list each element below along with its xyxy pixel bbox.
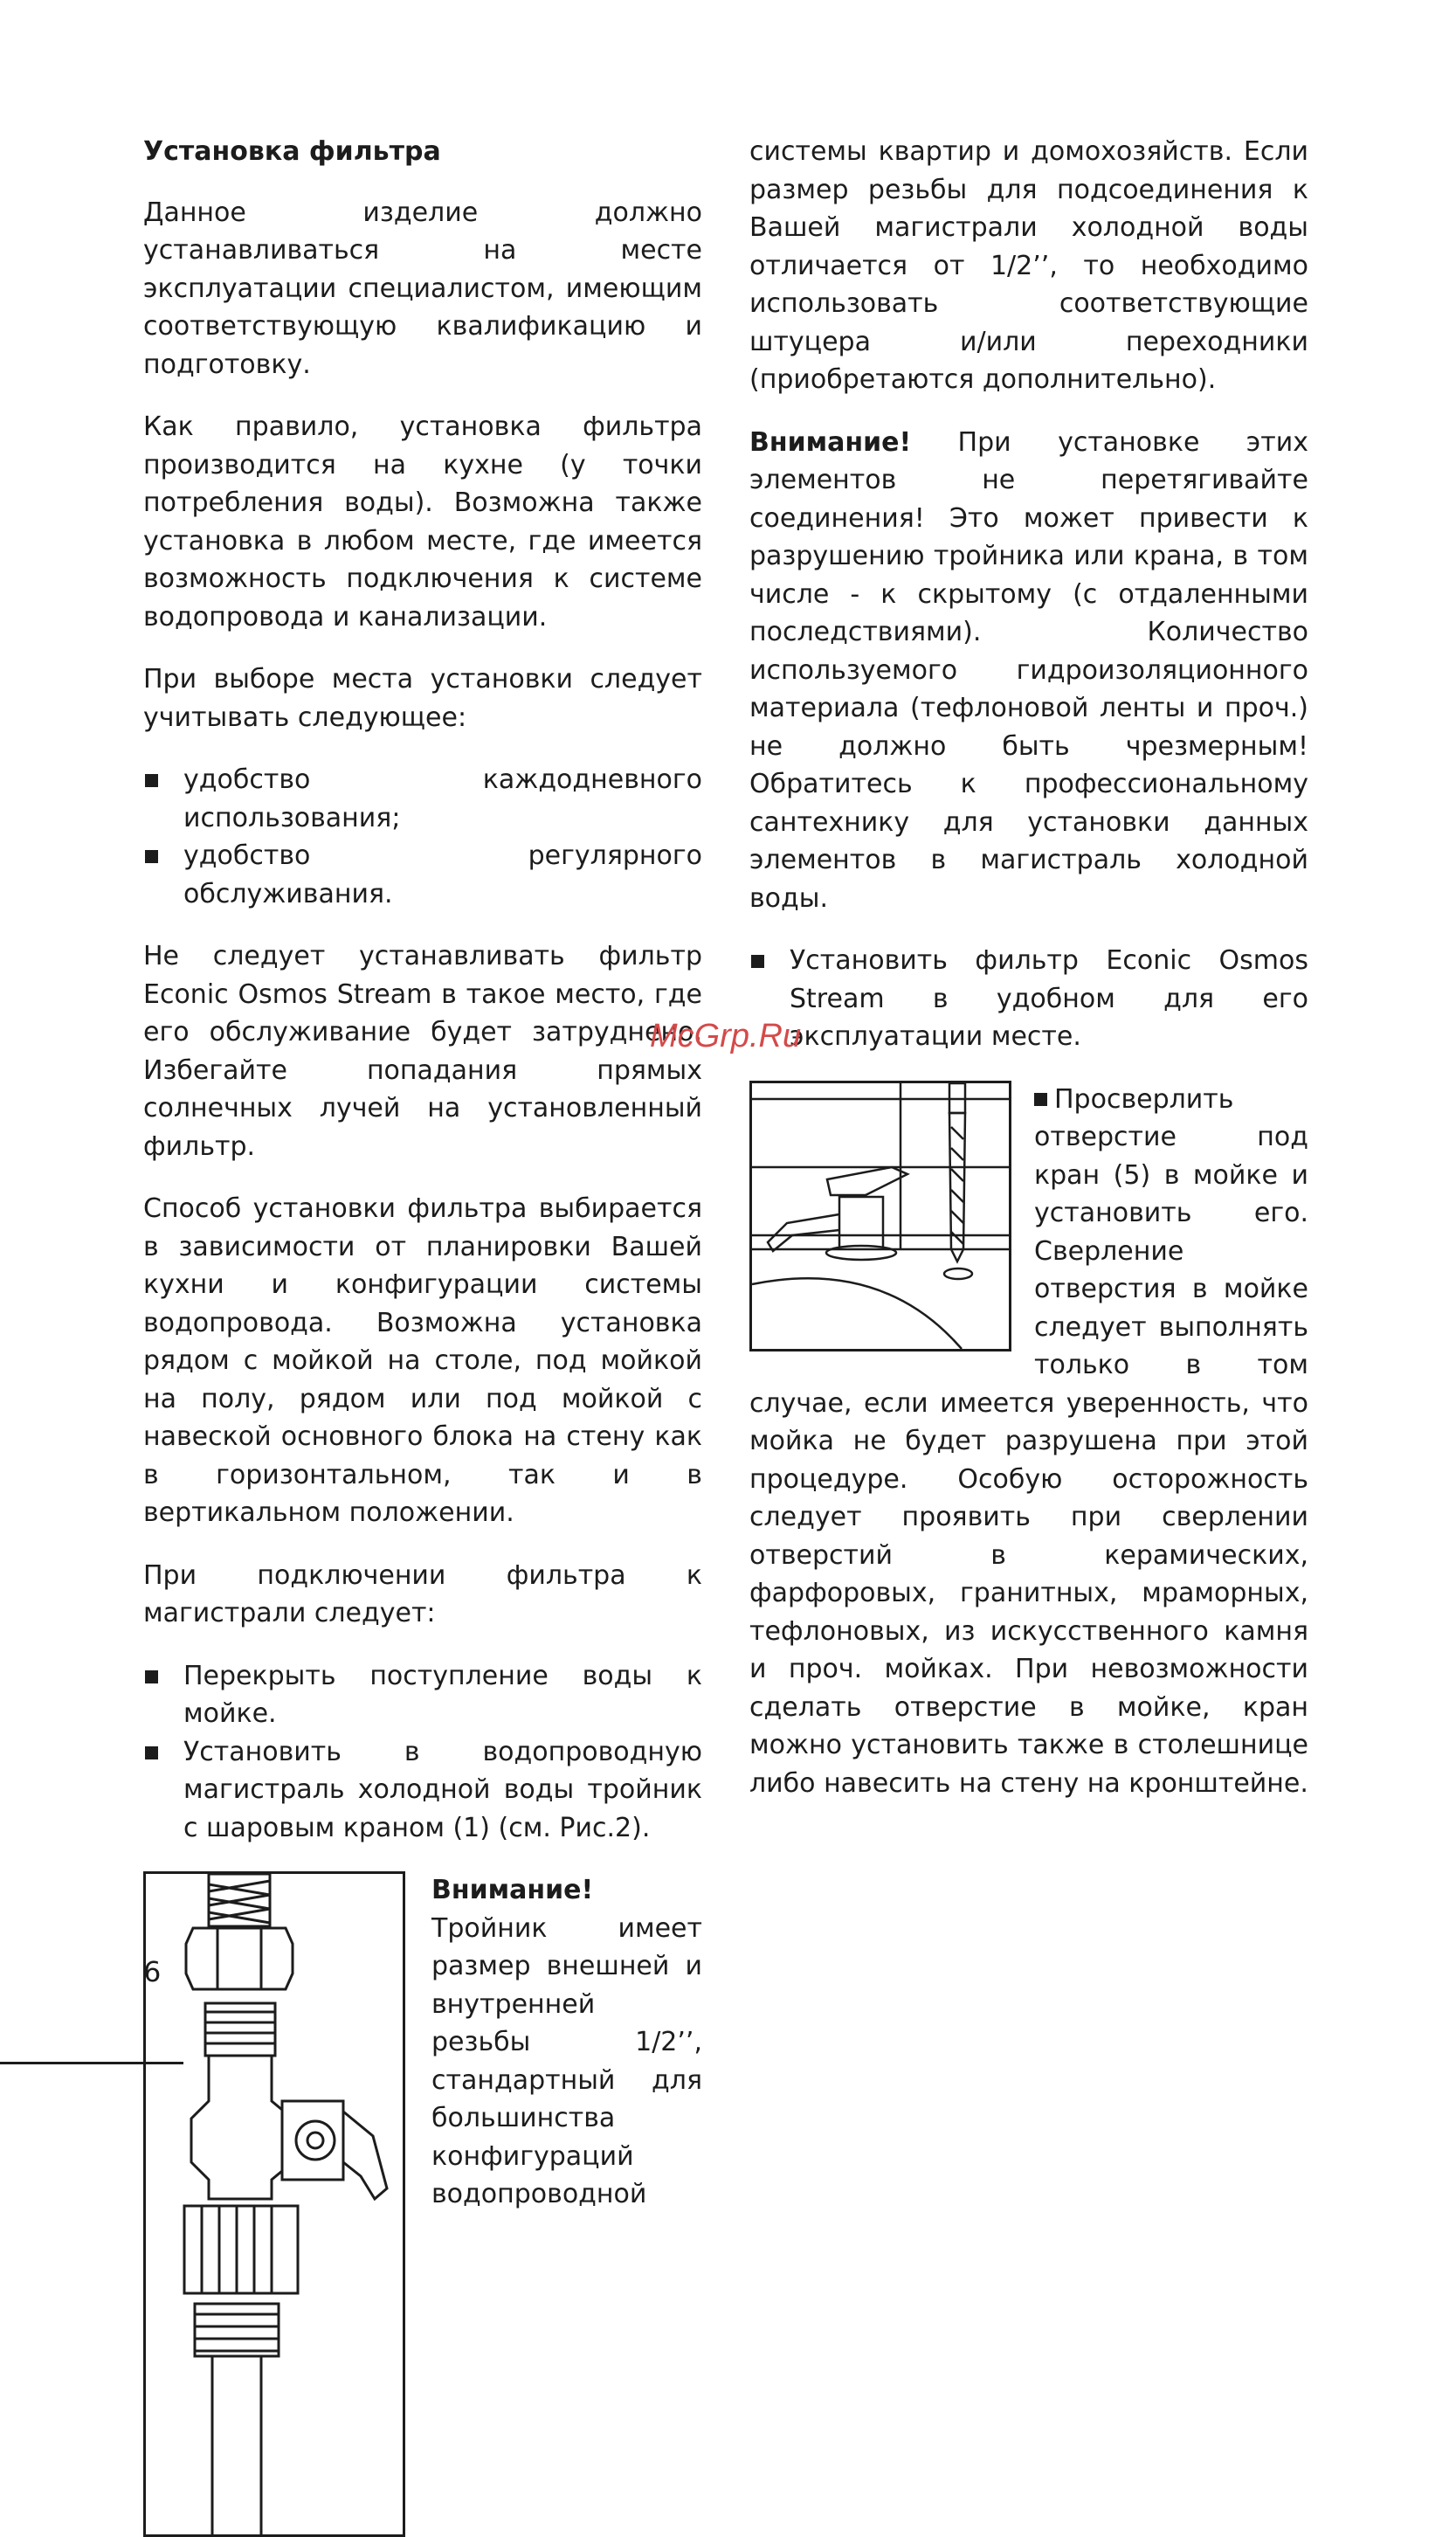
tee-valve-illustration (143, 1871, 405, 2537)
fitting-warning (749, 424, 1308, 918)
bullet-marker (1034, 1093, 1047, 1106)
paragraph-6: При подключении фильтра к магистрали следует: (143, 1559, 702, 1628)
list-item: Установить в водопроводную магистраль холодной воды тройник с шаровым краном (1) (см. Рис.2). (143, 1733, 702, 1848)
bullet-list-2 (143, 1657, 702, 1848)
section-heading: Установка фильтра (143, 136, 441, 167)
footer-rule (0, 2062, 183, 2064)
tee-valve-block (143, 1871, 702, 2537)
page-number: 6 (143, 1955, 162, 1988)
list-item: Перекрыть поступление воды к мойке. (143, 1657, 702, 1733)
paragraph-1: Данное изделие должно устанавливаться на месте эксплуатации специалистом, имеющим соответствующую квалификацию и подготовку. (143, 197, 702, 380)
warning-label: Внимание! (431, 1875, 594, 1905)
faucet-drill-icon (752, 1083, 1009, 1349)
watermark: McGrp.Ru (650, 1018, 802, 1054)
list-item: удобство регулярного обслуживания. (143, 837, 702, 913)
paragraph-5: Способ установки фильтра выбирается в зависимости от планировки Вашей кухни и конфигурации системы водопровода. Возможна установка рядом с мойкой на столе, под мойкой на полу, рядом или под мойкой с навеской основного блока на стену как в горизонтальном, так и в вертикальном положении. (143, 1193, 702, 1528)
list-item: удобство каждодневного использования; (143, 761, 702, 837)
faucet-drill-illustration (749, 1081, 1011, 1351)
bullet-list-3 (749, 942, 1308, 1056)
bullet-list-1 (143, 761, 702, 913)
drill-text: Просверлить отверстие под кран (5) в мойке и установить его. Сверление отверстия в мойке следует выполнять только в том случае, если имеется уверенность, что мойка не будет разрушена при этой процедуре. Особую осторожность следует проявить при сверлении отверстий в керамических, фарфоровых, гранитных, мраморных, тефлоновых, из искусственного камня и проч. мойках. При невозможности сделать отверстие в мойке, кран можно установить также в столешнице либо навесить на стену на кронштейне. (749, 1083, 1308, 1799)
paragraph-continued: системы квартир и домохозяйств. Если размер резьбы для подсоединения к Вашей магистрали холодной воды отличается от 1/2’’, то необходимо использовать соответствующие штуцера и/или переходники (приобретаются дополнительно). (749, 136, 1308, 395)
tee-valve-icon (146, 1874, 403, 2534)
paragraph-4: Не следует устанавливать фильтр Econic Osmos Stream в такое место, где его обслуживание будет затруднено. Избегайте попадания прямых солнечных лучей на установленный фильтр. (143, 941, 702, 1162)
paragraph-3: При выборе места установки следует учитывать следующее: (143, 664, 702, 733)
warning-text: Тройник имеет размер внешней и внутренней резьбы 1/2’’, стандартный для большинства конфигураций водопроводной (431, 1912, 702, 2209)
warning-label: Внимание! (749, 426, 912, 458)
left-column (143, 133, 702, 2537)
drill-block (749, 1081, 1308, 1803)
right-column (749, 133, 1308, 1802)
warning-text: При установке этих элементов не перетягивайте соединения! Это может привести к разрушению тройника или крана, в том числе - к скрытому (с отдаленными последствиями). Количество используемого гидроизоляционного материала (тефлоновой ленты и проч.) не должно быть чрезмерным! Обратитесь к профессиональному сантехнику для установки данных элементов в магистраль холодной воды. (749, 426, 1308, 914)
list-item: Установить фильтр Econic Osmos Stream в удобном для его эксплуатации месте. (749, 942, 1308, 1056)
paragraph-2: Как правило, установка фильтра производится на кухне (у точки потребления воды). Возможна также установка в любом месте, где имеется возможность подключения к системе водопровода и канализации. (143, 411, 702, 633)
